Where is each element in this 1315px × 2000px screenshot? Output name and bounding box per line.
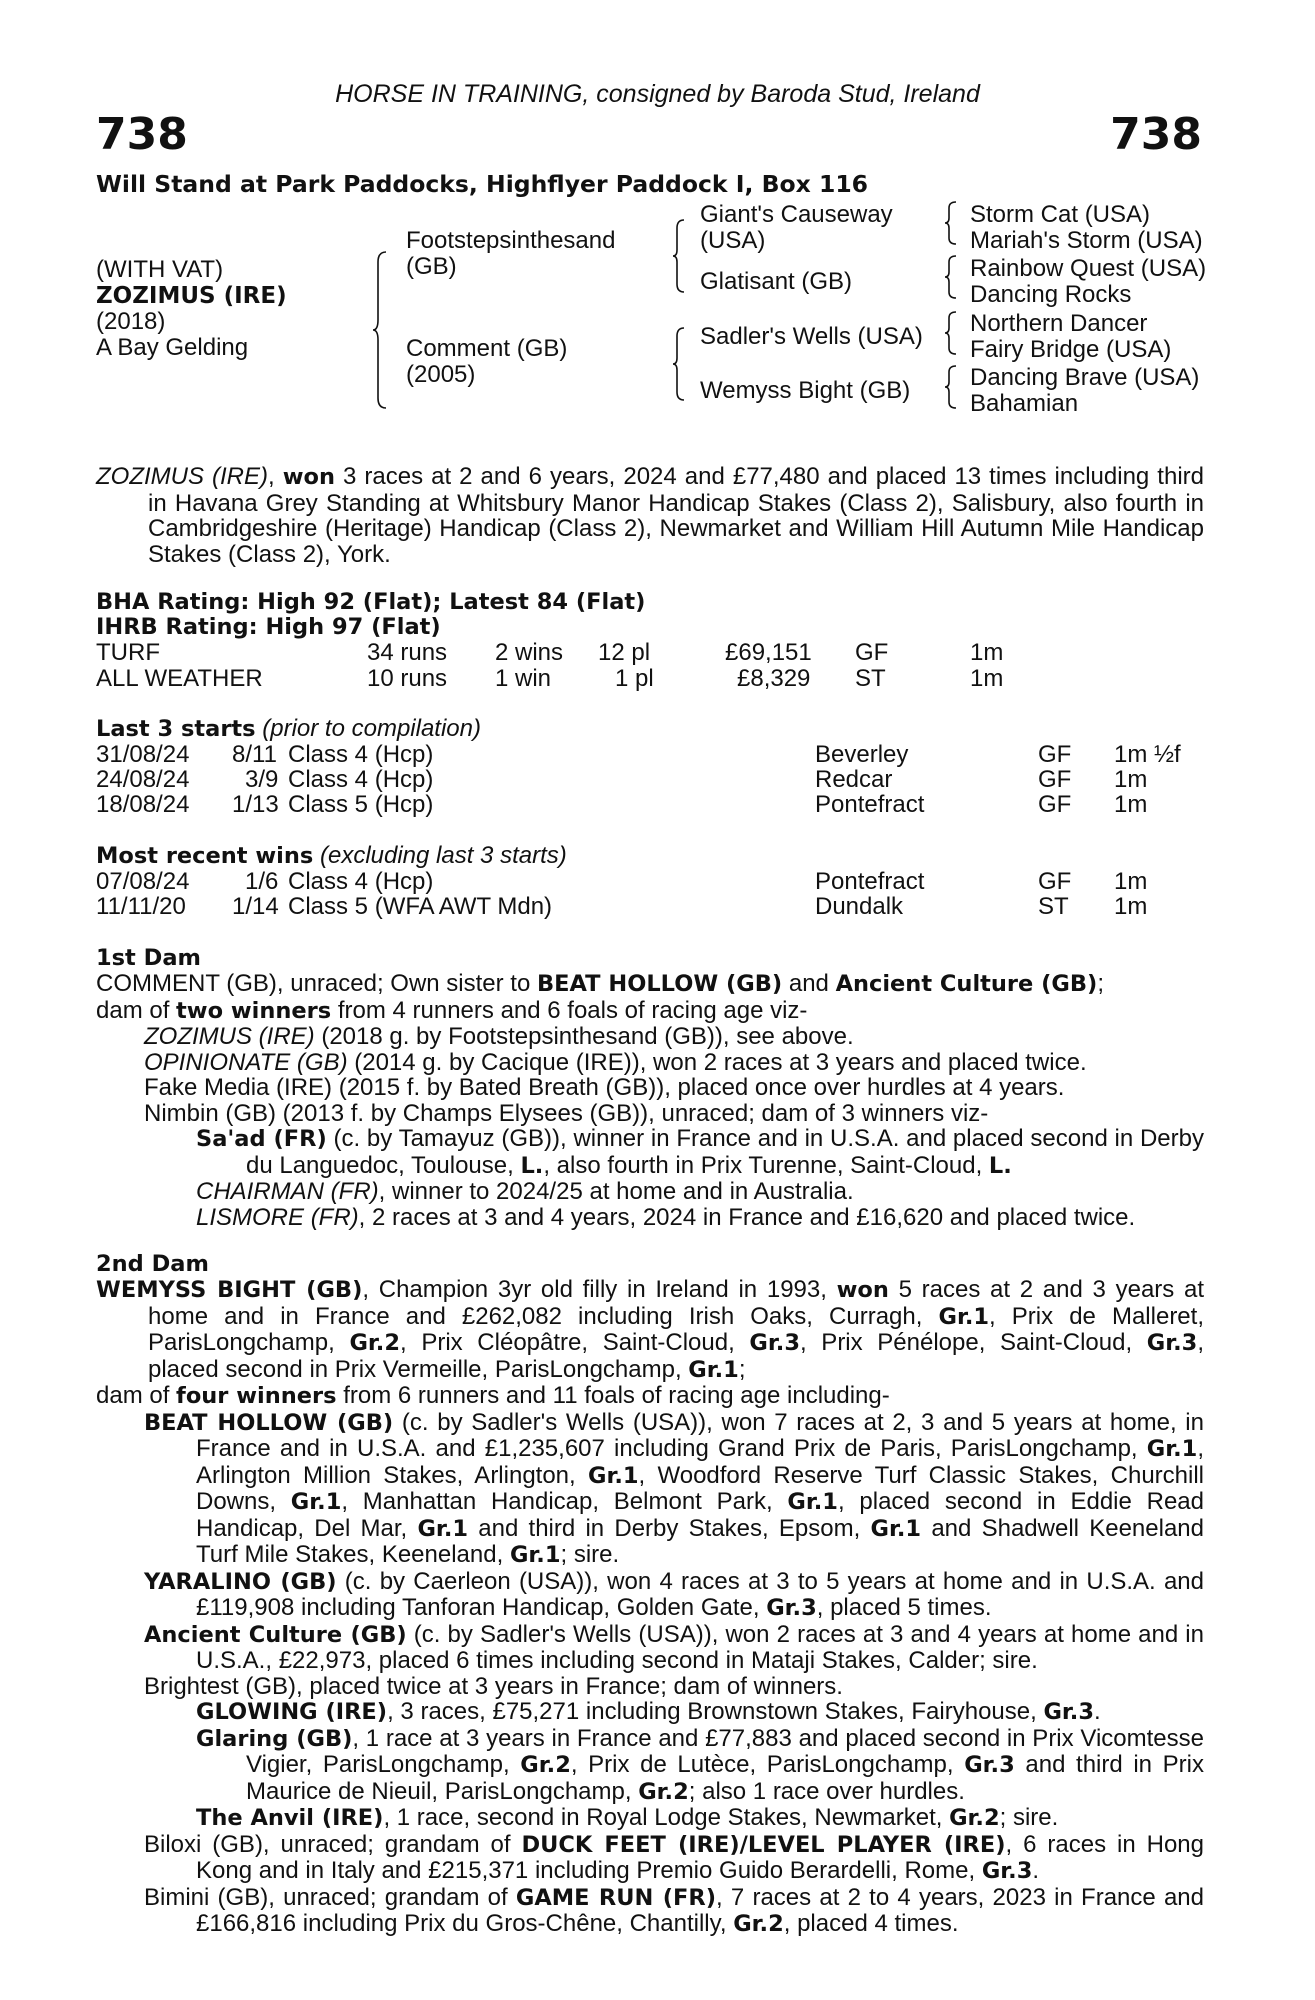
second-dam-record: WEMYSS BIGHT (GB), Champion 3yr old filly in Ireland in 1993, won 5 races at 2 and 3 years at home and in France and £262,082 including Irish Oaks, Curragh, Gr.1, Prix de Malleret, ParisLongchamp, Gr.2, Prix Cléopâtre, Saint-Cloud, Gr.3, Prix Pénélope, Saint-Cloud, Gr.3, placed second in Prix Vermeille, ParisLongchamp, Gr.1;: [96, 1276, 1205, 1383]
lot-number-right: 738: [1110, 109, 1202, 160]
pedigree-gen3-third: Northern Dancer Fairy Bridge (USA): [970, 310, 1172, 363]
offspring-entry: Ancient Culture (GB) (c. by Sadler's Wells (USA)), won 2 races at 3 and 4 years at home and in U.S.A., £22,973, placed 6 times including second in Mataji Stakes, Calder; sire.: [144, 1620, 1204, 1674]
race-summary: ZOZIMUS (IRE), won 3 races at 2 and 6 years, 2024 and £77,480 and placed 13 times including third in Havana Grey Standing at Whitsbury Manor Handicap Stakes (Class 2), Salisbury, also fourth in Cambridgeshire (Heritage) Handicap (Class 2), Newmarket and William Hill Autumn Mile Handicap Stakes (Class 2), York.: [96, 463, 1204, 568]
stand-location: Will Stand at Park Paddocks, Highflyer Paddock I, Box 116: [96, 170, 869, 198]
second-dam-produce-line: dam of four winners from 6 runners and 11 foals of racing age including-: [96, 1382, 890, 1409]
pedigree-dam-sire: Sadler's Wells (USA): [700, 323, 923, 350]
first-dam-line: COMMENT (GB), unraced; Own sister to BEAT HOLLOW (GB) and Ancient Culture (GB);: [96, 970, 1104, 997]
recent-wins-heading: Most recent wins (excluding last 3 starts): [96, 842, 567, 869]
lot-number-left: 738: [96, 109, 188, 160]
pedigree-brace-sd: [944, 254, 958, 300]
pedigree-dam-dam: Wemyss Bight (GB): [700, 377, 911, 404]
grand-offspring-entry: The Anvil (IRE), 1 race, second in Royal Lodge Stakes, Newmarket, Gr.2; sire.: [196, 1804, 1059, 1831]
second-dam-heading: 2nd Dam: [96, 1251, 209, 1277]
offspring-entry: Brightest (GB), placed twice at 3 years in France; dam of winners.: [144, 1672, 843, 1700]
offspring-entry: ZOZIMUS (IRE) (2018 g. by Footstepsinthesand (GB)), see above.: [144, 1023, 854, 1050]
pedigree-brace-sire: [672, 218, 686, 294]
pedigree-brace-ss: [944, 200, 958, 246]
horse-description: A Bay Gelding: [96, 334, 249, 361]
pedigree-brace-dam: [672, 326, 686, 402]
bha-rating: BHA Rating: High 92 (Flat); Latest 84 (Flat): [96, 589, 646, 615]
ratings-row-turf: TURF 34 runs 2 wins 12 pl £69,151 GF 1m: [96, 639, 1004, 666]
grand-offspring-entry: CHAIRMAN (FR), winner to 2024/25 at home and in Australia.: [196, 1178, 854, 1205]
offspring-entry: Fake Media (IRE) (2015 f. by Bated Breath (GB)), placed once over hurdles at 4 years.: [144, 1074, 1065, 1101]
last3-heading: Last 3 starts (prior to compilation): [96, 715, 481, 742]
pedigree-sire-dam: Glatisant (GB): [700, 268, 853, 295]
pedigree-brace-ds: [944, 310, 958, 356]
pedigree-gen3-top: Storm Cat (USA) Mariah's Storm (USA): [970, 201, 1203, 254]
catalogue-subtitle: HORSE IN TRAINING, consigned by Baroda Stud, Ireland: [335, 80, 980, 108]
ihrb-rating: IHRB Rating: High 97 (Flat): [96, 614, 441, 640]
grand-offspring-entry: GLOWING (IRE), 3 races, £75,271 including Brownstown Stakes, Fairyhouse, Gr.3.: [196, 1698, 1101, 1725]
pedigree-gen3-fourth: Dancing Brave (USA) Bahamian: [970, 364, 1200, 417]
offspring-entry: YARALINO (GB) (c. by Caerleon (USA)), won 4 races at 3 to 5 years at home and in U.S.A. and £119,908 including Tanforan Handicap, Golden Gate, Gr.3, placed 5 times.: [144, 1567, 1205, 1621]
pedigree-brace-main: [372, 250, 388, 410]
ratings-row-all-weather: ALL WEATHER 10 runs 1 win 1 pl £8,329 ST 1m: [96, 665, 1004, 692]
vat-note: (WITH VAT): [96, 256, 224, 283]
pedigree-sire-sire: Giant's Causeway (USA): [700, 201, 893, 254]
pedigree-brace-dd: [944, 364, 958, 410]
grand-offspring-entry: Glaring (GB), 1 race at 3 years in France and £77,883 and placed second in Prix Vicomtesse Vigier, ParisLongchamp, Gr.2, Prix de Lutèce, ParisLongchamp, Gr.3 and third in Prix Maurice de Nieuil, ParisLongchamp, Gr.2; also 1 race over hurdles.: [196, 1724, 1204, 1805]
first-dam-line: dam of two winners from 4 runners and 6 foals of racing age viz-: [96, 996, 808, 1024]
pedigree-gen3-second: Rainbow Quest (USA) Dancing Rocks: [970, 255, 1207, 308]
grand-offspring-entry: Sa'ad (FR) (c. by Tamayuz (GB)), winner in France and in U.S.A. and placed second in Derby du Languedoc, Toulouse, L., also fourth in Prix Turenne, Saint-Cloud, L.: [196, 1125, 1204, 1179]
horse-name: ZOZIMUS (IRE): [96, 283, 287, 309]
offspring-entry: Biloxi (GB), unraced; grandam of DUCK FEET (IRE)/LEVEL PLAYER (IRE), 6 races in Hong Kong and in Italy and £215,371 including Premio Guido Berardelli, Rome, Gr.3.: [144, 1830, 1205, 1884]
first-dam-section: [96, 971, 1204, 1230]
grand-offspring-entry: LISMORE (FR), 2 races at 3 and 4 years, 2024 in France and £16,620 and placed twice.: [196, 1203, 1136, 1231]
offspring-entry: Bimini (GB), unraced; grandam of GAME RUN (FR), 7 races at 2 to 4 years, 2023 in France and £166,816 including Prix du Gros-Chêne, Chantilly, Gr.2, placed 4 times.: [144, 1883, 1205, 1937]
second-dam-section: [96, 1277, 1204, 1938]
first-dam-heading: 1st Dam: [96, 945, 201, 971]
offspring-entry: OPINIONATE (GB) (2014 g. by Cacique (IRE)), won 2 races at 3 years and placed twice.: [144, 1048, 1087, 1076]
horse-identity: [96, 257, 287, 361]
offspring-entry: BEAT HOLLOW (GB) (c. by Sadler's Wells (USA)), won 7 races at 2, 3 and 5 years at home, in France and in U.S.A. and £1,235,607 including Grand Prix de Paris, ParisLongchamp, Gr.1, Arlington Million Stakes, Arlington, Gr.1, Woodford Reserve Turf Classic Stakes, Churchill Downs, Gr.1, Manhattan Handicap, Belmont Park, Gr.1, placed second in Eddie Read Handicap, Del Mar, Gr.1 and third in Derby Stakes, Epsom, Gr.1 and Shadwell Keeneland Turf Mile Stakes, Keeneland, Gr.1; sire.: [144, 1408, 1204, 1568]
offspring-entry: Nimbin (GB) (2013 f. by Champs Elysees (GB)), unraced; dam of 3 winners viz-: [144, 1099, 989, 1127]
pedigree-dam: Comment (GB) (2005): [406, 335, 568, 388]
pedigree-sire: Footstepsinthesand (GB): [406, 227, 616, 280]
horse-year: (2018): [96, 308, 166, 335]
